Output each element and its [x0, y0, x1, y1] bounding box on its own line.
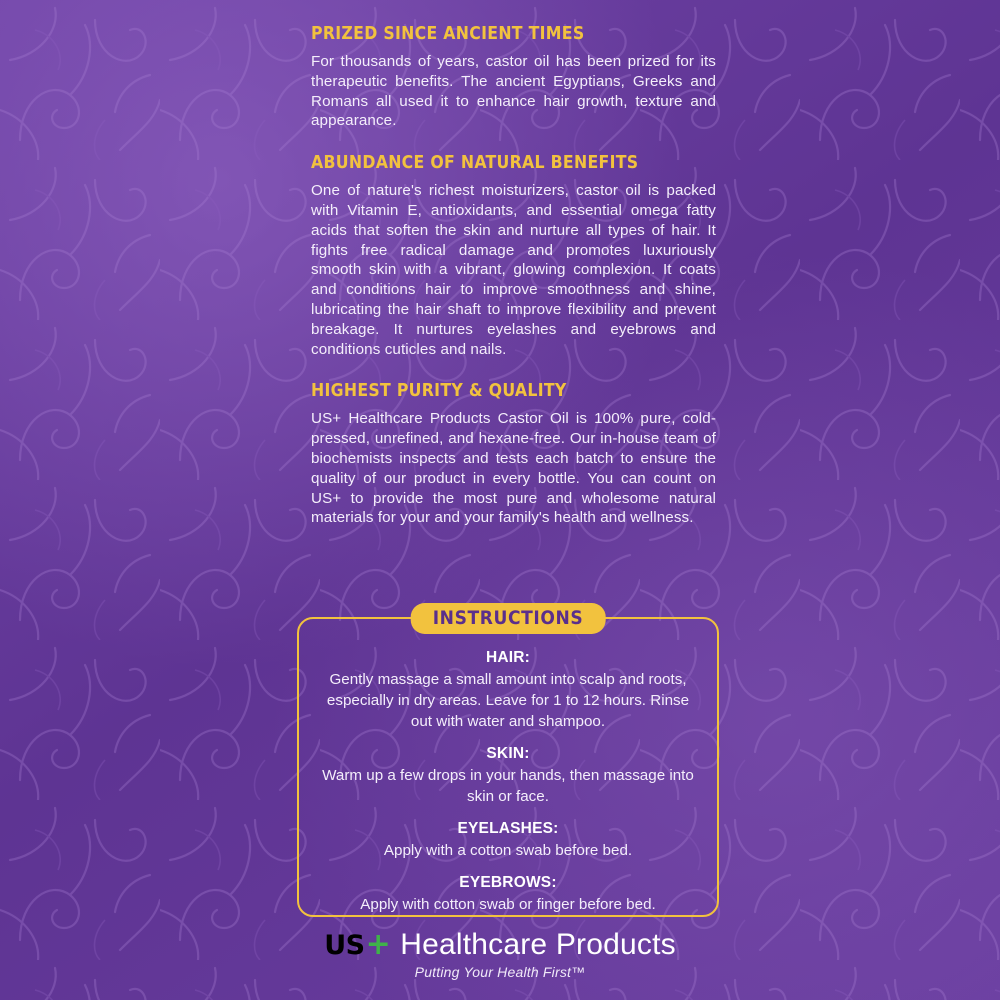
instruction-text-skin: Warm up a few drops in your hands, then massage into skin or face.: [322, 767, 694, 805]
instruction-block-eyelashes: [317, 820, 699, 861]
instructions-title: INSTRUCTIONS: [411, 603, 606, 634]
section-heading-prized: PRIZED SINCE ANCIENT TIMES: [311, 24, 585, 44]
instruction-text-eyelashes: Apply with a cotton swab before bed.: [383, 842, 633, 859]
section-body-purity: US+ Healthcare Products Castor Oil is 100% pure, cold-pressed, unrefined, and hexane-free. Our in-house team of biochemists inspects and tests each batch to ensure the quality of our product in every bottle. You can count on US+ to provide the most pure and wholesome natural materials for your and your family's health and wellness.: [311, 410, 716, 527]
info-column: [311, 24, 716, 528]
logo-us-text: US: [324, 929, 365, 961]
brand-footer: [0, 928, 1000, 980]
instruction-heading-hair: HAIR:: [485, 649, 531, 666]
instruction-heading-skin: SKIN:: [486, 745, 530, 762]
instruction-block-skin: [317, 745, 699, 807]
instruction-heading-eyebrows: EYEBROWS:: [459, 874, 557, 891]
section-body-benefits: One of nature's richest moisturizers, castor oil is packed with Vitamin E, antioxidants, and essential omega fatty acids that soften the skin and nurture all types of hair. It fights free radical damage and promotes luxuriously smooth skin with a vibrant, glowing complexion. It coats and conditions hair to improve smoothness and shine, lubricating the hair shaft to improve flexibility and prevent breakage. It nurtures eyelashes and eyebrows and conditions cuticles and nails.: [311, 182, 716, 358]
section-heading-purity: HIGHEST PURITY & QUALITY: [311, 381, 567, 402]
instructions-box: [297, 607, 719, 917]
instruction-text-eyebrows: Apply with cotton swab or finger before bed.: [360, 896, 656, 913]
section-heading-benefits: ABUNDANCE OF NATURAL BENEFITS: [311, 153, 639, 174]
brand-name: Healthcare Products: [400, 928, 676, 961]
instruction-heading-eyelashes: EYELASHES:: [457, 820, 559, 837]
us-plus-logo-icon: [324, 926, 391, 962]
brand-tagline: Putting Your Health First™: [414, 964, 586, 980]
logo-plus-icon: +: [365, 926, 391, 962]
logo-row: [324, 928, 676, 962]
instruction-block-hair: [317, 649, 699, 732]
section-body-prized: For thousands of years, castor oil has been prized for its therapeutic benefits. The ancient Egyptians, Greeks and Romans all used it to enhance hair growth, texture and appearance.: [311, 53, 716, 130]
instruction-text-hair: Gently massage a small amount into scalp and roots, especially in dry areas. Leave for 1 to 12 hours. Rinse out with water and shampoo.: [326, 671, 690, 730]
instructions-body: [299, 619, 717, 927]
instruction-block-eyebrows: [317, 874, 699, 915]
